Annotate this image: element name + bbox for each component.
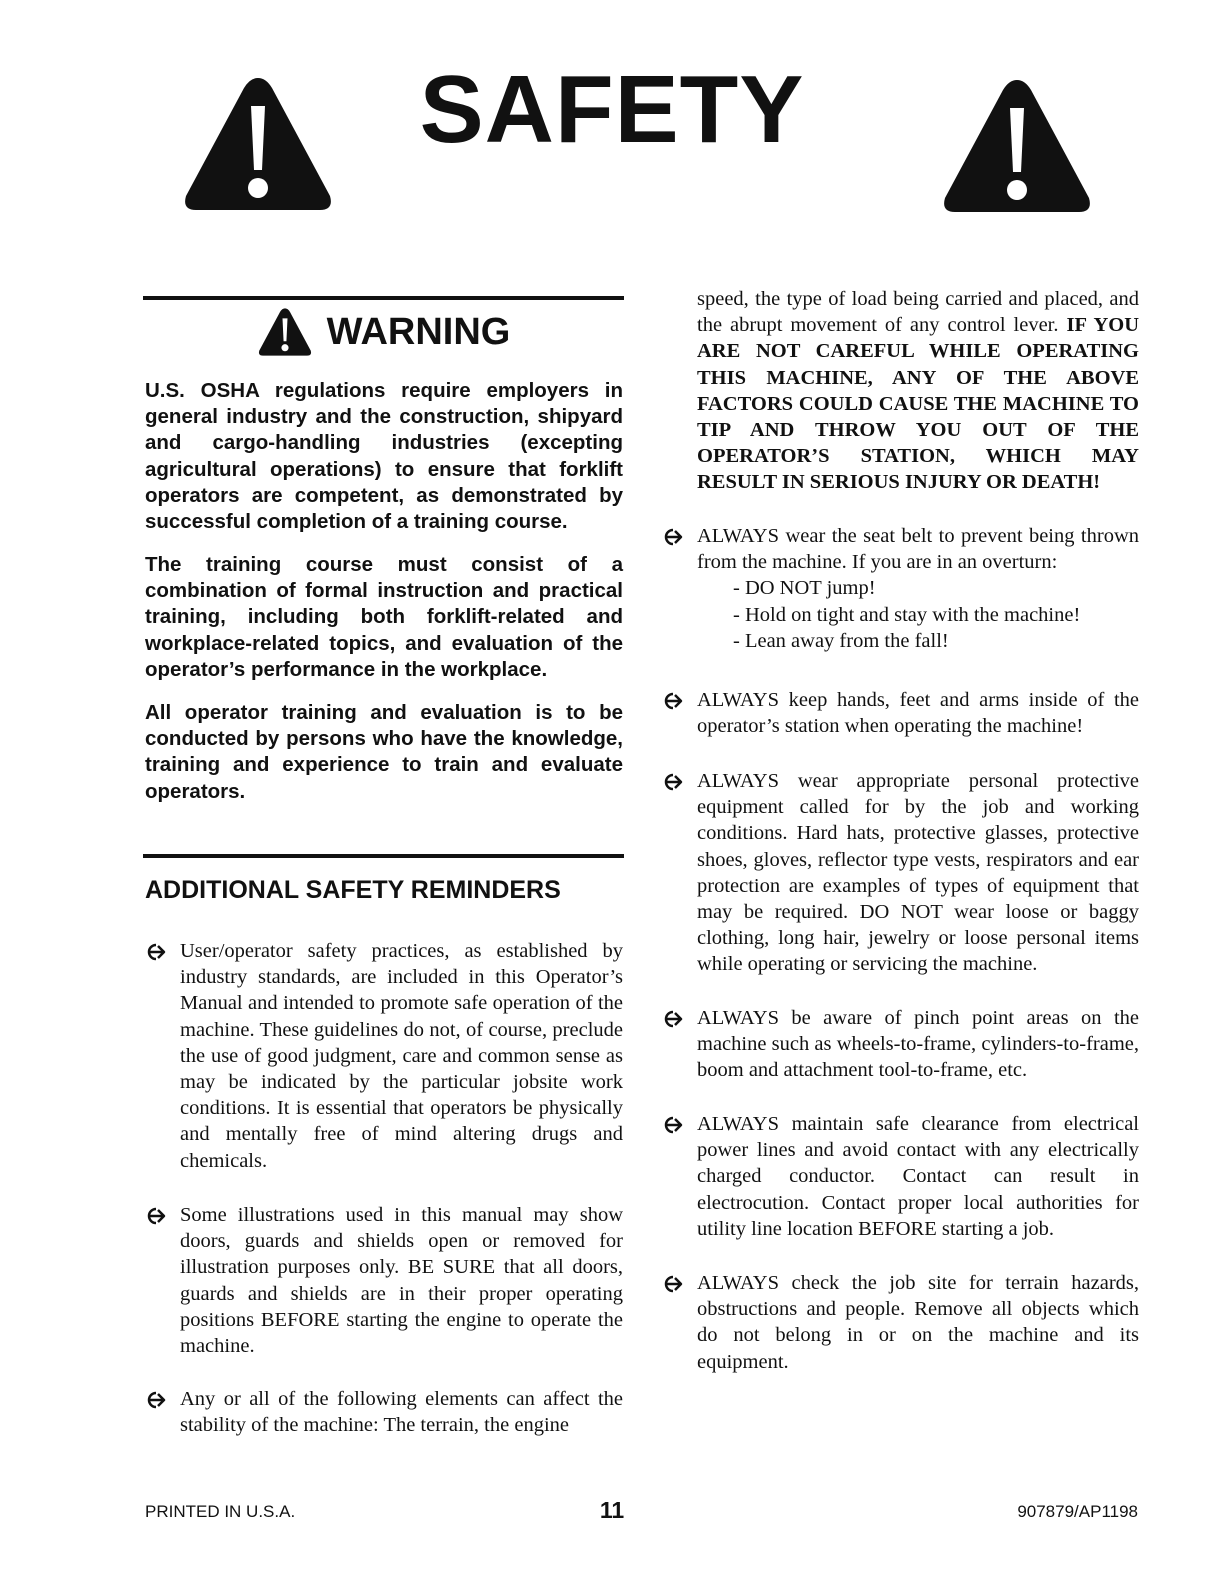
arrow-right-icon [662, 691, 684, 711]
warning-label: WARNING [326, 310, 511, 353]
warning-paragraph: The training course must consist of a combination of formal instruction and practical training, including both forklift-related and workplace-related topics, and evaluation of the operator’s performance in the workplace. [145, 553, 623, 681]
continuation-paragraph: speed, the type of load being carried and placed, and the abrupt movement of any control lever. IF YOU ARE NOT CAREFUL WHILE OPERATING THIS MACHINE, ANY OF THE ABOVE FACTORS COULD CAUSE THE MACHINE TO TIP AND THROW YOU OUT OF THE OPERATOR’S STATION, WHICH MAY RESULT IN SERIOUS INJURY OR DEATH! [697, 288, 1140, 494]
arrow-right-icon [662, 1009, 684, 1029]
arrow-right-icon [145, 1390, 167, 1410]
list-item: ALWAYS wear the seat belt to prevent being thrown from the machine. If you are in an overturn: - DO NOT jump! - Hold on tight and stay with the machine! - Lean away from the fall! [662, 523, 1139, 654]
arrow-right-icon [662, 527, 684, 547]
divider [143, 296, 624, 300]
list-item: User/operator safety practices, as established by industry standards, are included in this Operator’s Manual and intended to promote safe operation of the machine. These guidelines do not, of course, preclude the use of good judgment, care and common sense as may be indicated by the particular jobsite work conditions. It is essential that operators be physically and mentally free of mind altering drugs and chemicals. [145, 938, 623, 1174]
arrow-right-icon [662, 1115, 684, 1135]
list-item: Some illustrations used in this manual may show doors, guards and shields open or removed for illustration purposes only. BE SURE that all doors, guards and shields are in their proper operating positions BEFORE starting the engine to operate the machine. [145, 1202, 623, 1359]
danger-statement: IF YOU ARE NOT CAREFUL WHILE OPERATING THIS MACHINE, ANY OF THE ABOVE FACTORS COULD CAUSE THE MACHINE TO TIP AND THROW YOU OUT OF THE OPERATOR’S STATION, WHICH MAY RESULT IN SERIOUS INJURY OR DEATH! [697, 314, 1140, 494]
sub-item: - DO NOT jump! [733, 577, 876, 600]
arrow-right-icon [662, 1274, 684, 1294]
list-item: Any or all of the following elements can affect the stability of the machine: The terrain, the engine [145, 1386, 623, 1438]
footer-doc-code: 907879/AP1198 [1017, 1502, 1138, 1521]
list-item: ALWAYS check the job site for terrain hazards, obstructions and people. Remove all objects which do not belong in or on the machine and its equipment. [662, 1270, 1139, 1375]
sub-item: - Lean away from the fall! [733, 629, 949, 652]
footer-printed: PRINTED IN U.S.A. [145, 1502, 296, 1521]
page-number: 11 [599, 1497, 625, 1523]
warning-triangle-icon [941, 76, 1093, 216]
sub-item: - Hold on tight and stay with the machine! [733, 603, 1081, 626]
section-heading: ADDITIONAL SAFETY REMINDERS [145, 876, 561, 904]
page-title: SAFETY [419, 56, 805, 163]
warning-header [143, 304, 624, 360]
list-item: ALWAYS maintain safe clearance from electrical power lines and avoid contact with any electrically charged conductor. Contact can result in electrocution. Contact proper local authorities for utility line location BEFORE starting a job. [662, 1111, 1139, 1242]
warning-paragraph: All operator training and evaluation is to be conducted by persons who have the knowledge, training and experience to train and evaluate operators. [145, 701, 623, 803]
list-item: ALWAYS be aware of pinch point areas on the machine such as wheels-to-frame, cylinders-to-frame, boom and attachment tool-to-frame, etc. [662, 1005, 1139, 1084]
arrow-right-icon [145, 942, 167, 962]
arrow-right-icon [662, 772, 684, 792]
arrow-right-icon [145, 1206, 167, 1226]
list-item: ALWAYS keep hands, feet and arms inside of the operator’s station when operating the machine! [662, 687, 1139, 739]
list-item: ALWAYS wear appropriate personal protective equipment called for by the job and working conditions. Hard hats, protective glasses, protective shoes, gloves, reflector type vests, respirators and ear protection are examples of types of equipment that may be required. DO NOT wear loose or baggy clothing, long hair, jewelry or loose personal items while operating or servicing the machine. [662, 768, 1139, 978]
warning-triangle-icon [257, 307, 313, 357]
warning-paragraph: U.S. OSHA regulations require employers in general industry and the construction, shipyard and cargo-handling industries (excepting agricultural operations) to ensure that forklift operators are competent, as demonstrated by successful completion of a training course. [145, 379, 623, 534]
divider [143, 854, 624, 858]
